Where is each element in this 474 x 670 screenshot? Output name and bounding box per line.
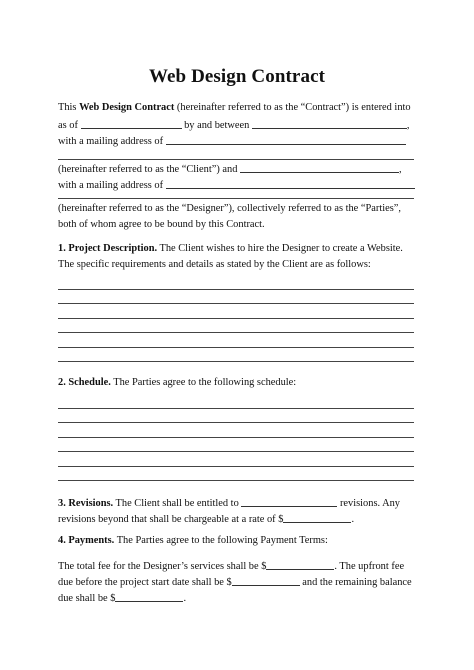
project-description-line[interactable]: [58, 318, 414, 319]
revision-rate-field[interactable]: [283, 512, 351, 523]
remaining-balance-label: and the remaining balance: [299, 577, 412, 588]
upfront-due-label: due before the project start date shall be $: [58, 577, 232, 588]
designer-address-label: with a mailing address of: [58, 180, 166, 191]
intro-text-this: This: [58, 102, 80, 113]
date-field[interactable]: [81, 118, 182, 129]
intro-as-of-label: as of: [58, 120, 81, 131]
intro-line-2: [58, 118, 410, 132]
intro-line-8: (hereinafter referred to as the “Designer”), collectively referred to as the “Parties”,: [58, 203, 401, 214]
section-3-text-b: revisions. Any: [337, 498, 401, 509]
intro-between-label: by and between: [181, 120, 252, 131]
designer-name-field[interactable]: [240, 162, 399, 173]
total-fee-field[interactable]: [266, 559, 334, 570]
balance-period: .: [183, 593, 187, 604]
intro-line-5: [58, 162, 402, 176]
section-3-line-2: [58, 512, 354, 526]
section-2-line: [58, 376, 296, 389]
revisions-count-field[interactable]: [241, 496, 337, 507]
balance-due-label: due shall be $: [58, 593, 116, 604]
project-description-line[interactable]: [58, 361, 414, 362]
schedule-line[interactable]: [58, 466, 414, 467]
payment-line-1: [58, 559, 404, 573]
section-1-line-2: The specific requirements and details as stated by the Client are as follows:: [58, 259, 371, 270]
document-title: Web Design Contract: [148, 66, 326, 87]
section-3-rate-label: revisions beyond that shall be chargeable at a rate of $: [58, 514, 284, 525]
project-description-line[interactable]: [58, 332, 414, 333]
section-2-text: The Parties agree to the following schedule:: [110, 377, 297, 388]
schedule-line[interactable]: [58, 422, 414, 423]
section-1-heading: 1. Project Description.: [58, 243, 158, 254]
intro-contract-name: Web Design Contract: [79, 102, 175, 113]
project-description-line[interactable]: [58, 289, 414, 290]
total-fee-label: The total fee for the Designer’s services shall be $: [58, 561, 267, 572]
intro-line-3: [58, 134, 406, 148]
section-1-text: The Client wishes to hire the Designer to create a Website.: [157, 243, 403, 254]
intro-line-6: [58, 178, 415, 192]
upfront-fee-field[interactable]: [232, 575, 300, 586]
section-4-heading: 4. Payments.: [58, 535, 115, 546]
project-description-line[interactable]: [58, 347, 414, 348]
section-2-heading: 2. Schedule.: [58, 377, 111, 388]
balance-due-field[interactable]: [115, 591, 183, 602]
upfront-fee-label: . The upfront fee: [334, 561, 405, 572]
intro-comma-2: ,: [399, 164, 402, 175]
section-1-line-1: [58, 242, 403, 255]
designer-address-field[interactable]: [166, 178, 415, 189]
intro-text-referred: (hereinafter referred to as the “Contract”) is entered into: [174, 102, 411, 113]
client-address-label: with a mailing address of: [58, 136, 166, 147]
intro-line-9: both of whom agree to be bound by this Contract.: [58, 219, 265, 230]
designer-address-line-2[interactable]: [58, 198, 414, 199]
payment-line-2: [58, 575, 412, 589]
schedule-line[interactable]: [58, 408, 414, 409]
section-3-text-a: The Client shall be entitled to: [113, 498, 242, 509]
client-address-line-2[interactable]: [58, 159, 414, 160]
project-description-line[interactable]: [58, 303, 414, 304]
intro-comma: ,: [406, 120, 410, 131]
section-3-line-1: [58, 496, 400, 510]
schedule-line[interactable]: [58, 480, 414, 481]
payment-line-3: [58, 591, 186, 605]
section-4-text: The Parties agree to the following Payment Terms:: [114, 535, 328, 546]
intro-line-1: [58, 101, 411, 114]
section-3-period: .: [351, 514, 355, 525]
client-referred-label: (hereinafter referred to as the “Client”) and: [58, 164, 241, 175]
client-name-field[interactable]: [252, 118, 407, 129]
section-4-line: [58, 534, 328, 547]
section-3-heading: 3. Revisions.: [58, 498, 114, 509]
schedule-line[interactable]: [58, 451, 414, 452]
client-address-field[interactable]: [166, 134, 406, 145]
schedule-line[interactable]: [58, 437, 414, 438]
